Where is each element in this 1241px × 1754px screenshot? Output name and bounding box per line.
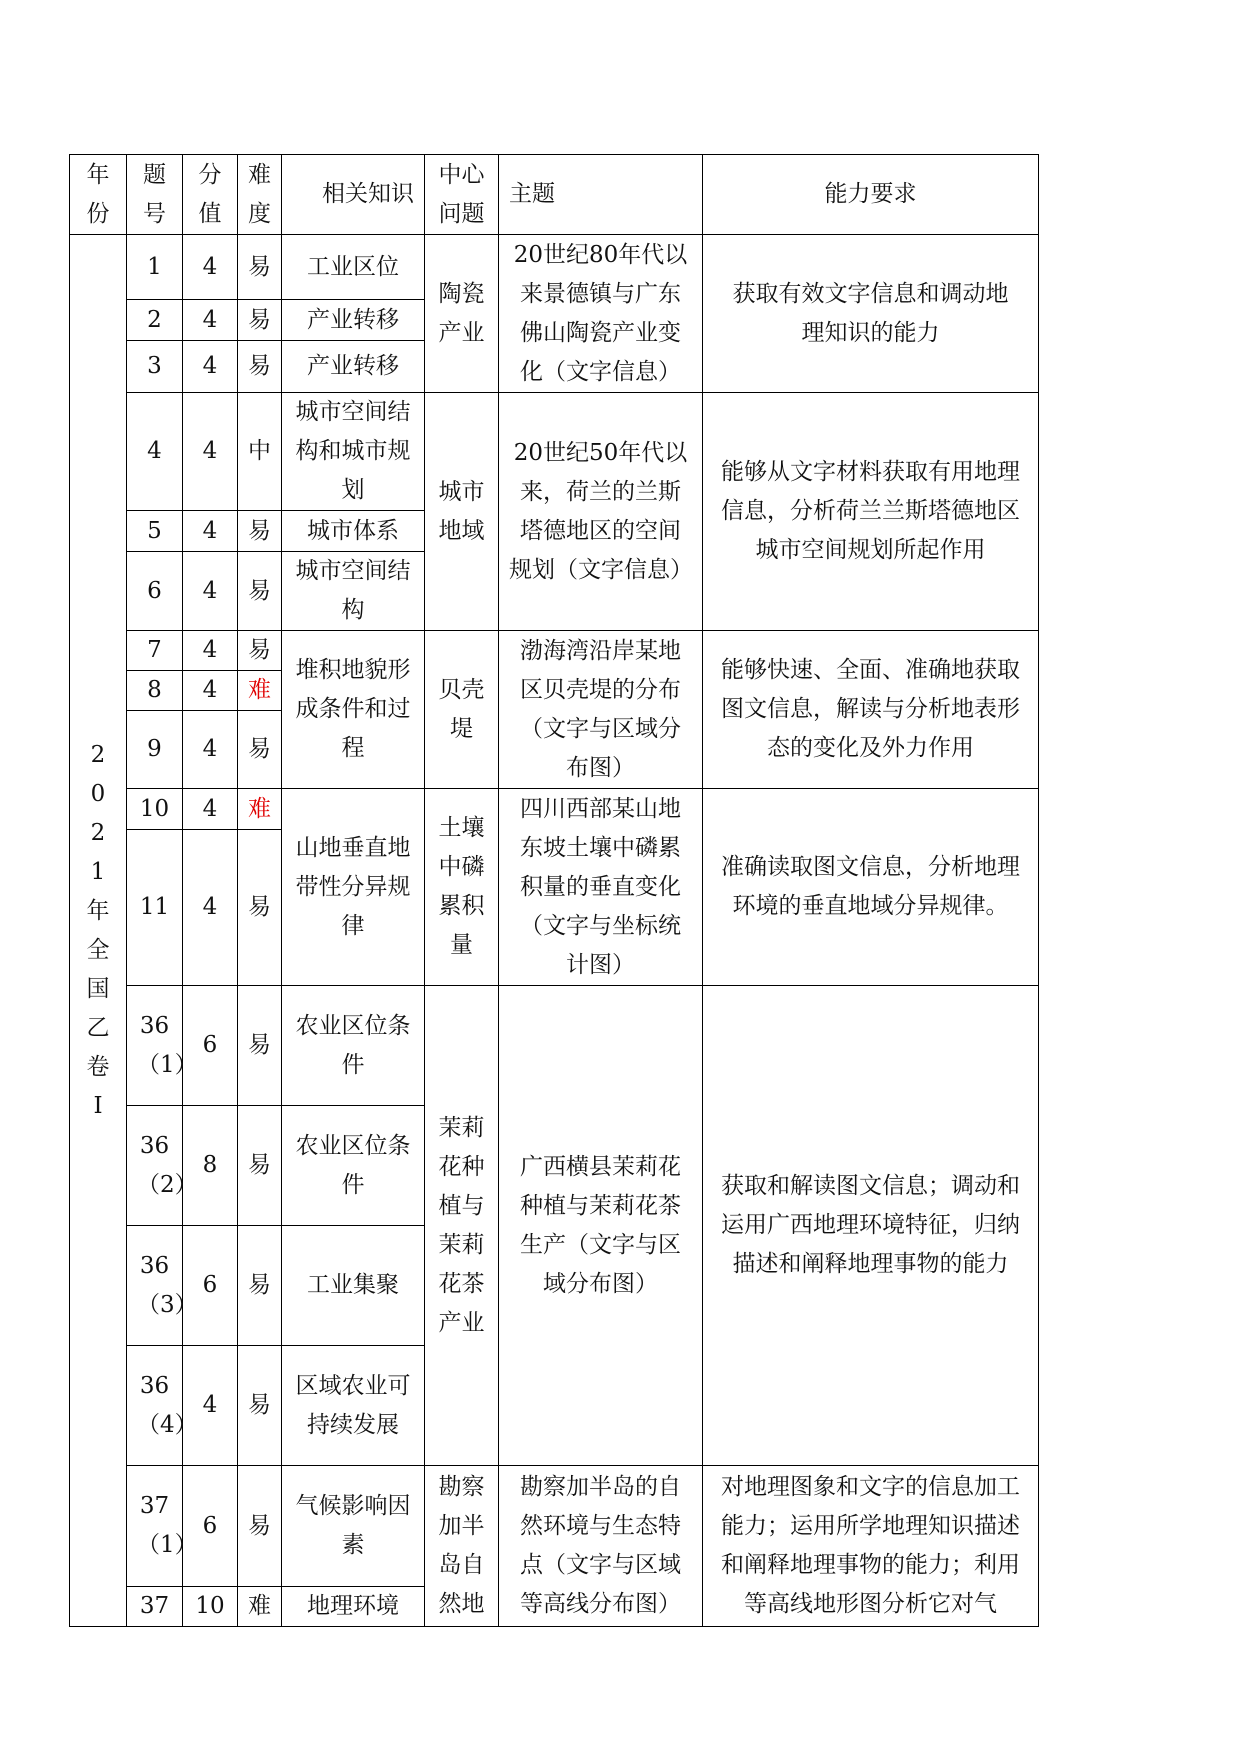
difficulty: 易 — [238, 986, 282, 1106]
central-question: 土壤中磷累积量 — [425, 789, 499, 986]
difficulty: 易 — [238, 1226, 282, 1346]
question-number: 2 — [127, 300, 183, 341]
score: 6 — [183, 986, 238, 1106]
central-question: 茉莉花种植与茉莉花茶产业 — [425, 986, 499, 1466]
difficulty-hard: 难 — [238, 671, 282, 711]
table-row — [70, 789, 1039, 830]
header-theme: 主题 — [499, 155, 703, 235]
score: 4 — [183, 1346, 238, 1466]
theme: 20世纪50年代以来，荷兰的兰斯塔德地区的空间规划（文字信息） — [499, 393, 703, 631]
score: 6 — [183, 1466, 238, 1587]
knowledge: 区域农业可持续发展 — [282, 1346, 425, 1466]
knowledge: 地理环境 — [282, 1587, 425, 1627]
score: 4 — [183, 711, 238, 789]
theme: 渤海湾沿岸某地区贝壳堤的分布（文字与区域分布图） — [499, 631, 703, 789]
ability-requirement: 能够从文字材料获取有用地理信息，分析荷兰兰斯塔德地区城市空间规划所起作用 — [703, 393, 1039, 631]
ability-requirement: 获取和解读图文信息；调动和运用广西地理环境特征，归纳描述和阐释地理事物的能力 — [703, 986, 1039, 1466]
knowledge: 产业转移 — [282, 300, 425, 341]
question-number: 10 — [127, 789, 183, 830]
table-row — [70, 1466, 1039, 1587]
central-question: 陶瓷产业 — [425, 235, 499, 393]
table-row — [70, 393, 1039, 511]
knowledge: 农业区位条件 — [282, 986, 425, 1106]
theme: 20世纪80年代以来景德镇与广东佛山陶瓷产业变化（文字信息） — [499, 235, 703, 393]
question-number: 4 — [127, 393, 183, 511]
difficulty: 易 — [238, 1346, 282, 1466]
header-question-number: 题号 — [127, 155, 183, 235]
question-number: 36（3） — [127, 1226, 183, 1346]
difficulty: 易 — [238, 631, 282, 671]
exam-analysis-table — [69, 154, 1039, 1627]
header-row — [70, 155, 1039, 235]
difficulty: 易 — [238, 511, 282, 552]
question-number: 7 — [127, 631, 183, 671]
score: 4 — [183, 393, 238, 511]
ability-requirement: 获取有效文字信息和调动地理知识的能力 — [703, 235, 1039, 393]
header-difficulty: 难度 — [238, 155, 282, 235]
ability-requirement: 对地理图象和文字的信息加工能力；运用所学地理知识描述和阐释地理事物的能力；利用等高线地形图分析它对气 — [703, 1466, 1039, 1627]
difficulty: 中 — [238, 393, 282, 511]
score: 10 — [183, 1587, 238, 1627]
table-row — [70, 631, 1039, 671]
score: 4 — [183, 552, 238, 631]
question-number: 3 — [127, 341, 183, 393]
question-number: 5 — [127, 511, 183, 552]
difficulty: 易 — [238, 235, 282, 300]
knowledge: 产业转移 — [282, 341, 425, 393]
score: 4 — [183, 341, 238, 393]
score: 4 — [183, 671, 238, 711]
score: 4 — [183, 789, 238, 830]
theme: 勘察加半岛的自然环境与生态特点（文字与区域等高线分布图） — [499, 1466, 703, 1627]
knowledge: 城市空间结构 — [282, 552, 425, 631]
knowledge: 工业区位 — [282, 235, 425, 300]
difficulty: 易 — [238, 1466, 282, 1587]
question-number: 36（4） — [127, 1346, 183, 1466]
table-row — [70, 235, 1039, 300]
knowledge: 山地垂直地带性分异规律 — [282, 789, 425, 986]
question-number: 6 — [127, 552, 183, 631]
score: 4 — [183, 300, 238, 341]
difficulty: 难 — [238, 1587, 282, 1627]
question-number: 36（2） — [127, 1106, 183, 1226]
difficulty: 易 — [238, 1106, 282, 1226]
knowledge: 堆积地貌形成条件和过程 — [282, 631, 425, 789]
score: 4 — [183, 830, 238, 986]
question-number: 11 — [127, 830, 183, 986]
score: 4 — [183, 511, 238, 552]
year-cell: 2021年全国乙卷Ⅰ — [70, 235, 127, 1627]
question-number: 36（1） — [127, 986, 183, 1106]
table-row — [70, 986, 1039, 1106]
knowledge: 城市空间结构和城市规划 — [282, 393, 425, 511]
header-central-question: 中心问题 — [425, 155, 499, 235]
difficulty: 易 — [238, 300, 282, 341]
central-question: 贝壳堤 — [425, 631, 499, 789]
knowledge: 工业集聚 — [282, 1226, 425, 1346]
score: 4 — [183, 631, 238, 671]
theme: 四川西部某山地东坡土壤中磷累积量的垂直变化（文字与坐标统计图） — [499, 789, 703, 986]
header-knowledge: 相关知识 — [282, 155, 425, 235]
difficulty: 易 — [238, 830, 282, 986]
ability-requirement: 准确读取图文信息，分析地理环境的垂直地域分异规律。 — [703, 789, 1039, 986]
question-number: 8 — [127, 671, 183, 711]
score: 6 — [183, 1226, 238, 1346]
question-number: 9 — [127, 711, 183, 789]
difficulty: 易 — [238, 341, 282, 393]
question-number: 1 — [127, 235, 183, 300]
ability-requirement: 能够快速、全面、准确地获取图文信息，解读与分析地表形态的变化及外力作用 — [703, 631, 1039, 789]
score: 8 — [183, 1106, 238, 1226]
header-score: 分值 — [183, 155, 238, 235]
central-question: 城市地域 — [425, 393, 499, 631]
knowledge: 气候影响因素 — [282, 1466, 425, 1587]
question-number: 37（1） — [127, 1466, 183, 1587]
difficulty: 易 — [238, 552, 282, 631]
header-year: 年份 — [70, 155, 127, 235]
question-number: 37 — [127, 1587, 183, 1627]
score: 4 — [183, 235, 238, 300]
theme: 广西横县茉莉花种植与茉莉花茶生产（文字与区域分布图） — [499, 986, 703, 1466]
difficulty: 易 — [238, 711, 282, 789]
header-ability: 能力要求 — [703, 155, 1039, 235]
knowledge: 农业区位条件 — [282, 1106, 425, 1226]
difficulty-hard: 难 — [238, 789, 282, 830]
knowledge: 城市体系 — [282, 511, 425, 552]
central-question: 勘察加半岛自然地 — [425, 1466, 499, 1627]
